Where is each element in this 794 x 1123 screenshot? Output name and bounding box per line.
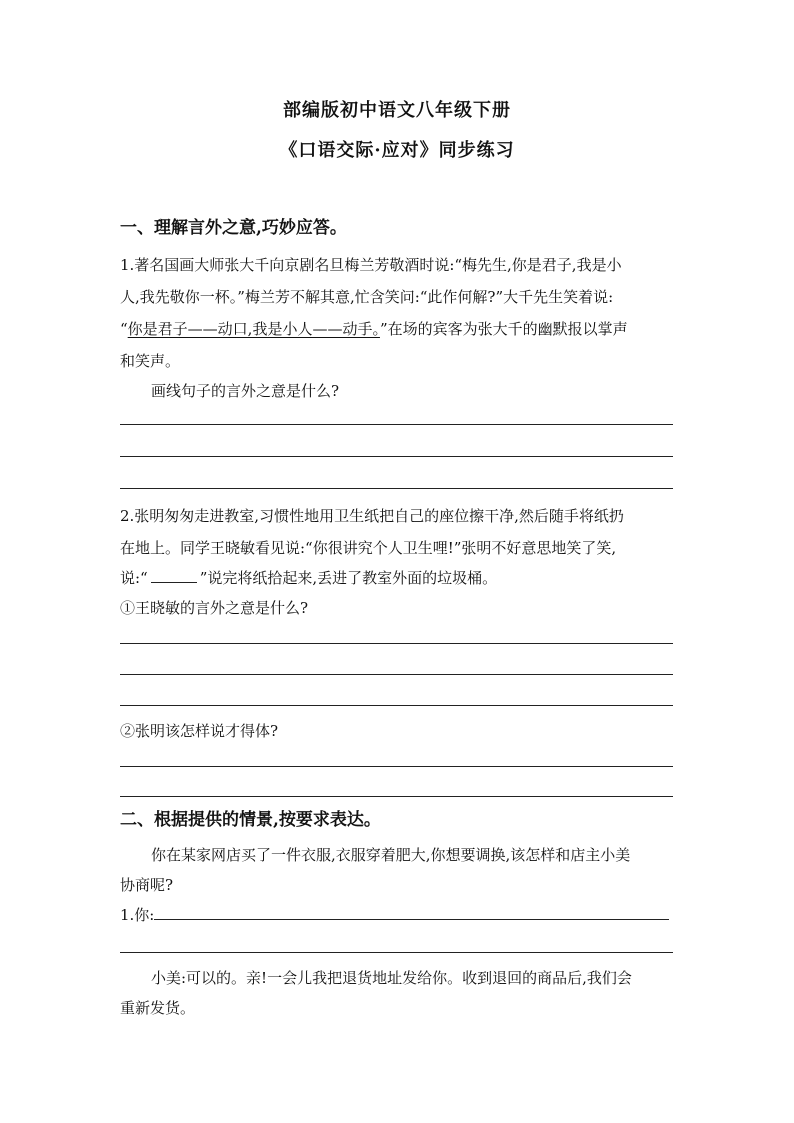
q2-fill-blank[interactable] xyxy=(151,568,197,583)
q2-line-3 xyxy=(120,568,680,588)
q2-sub2-answer-line-2[interactable] xyxy=(120,796,673,797)
s2-answer-fill-line[interactable] xyxy=(154,905,669,920)
q2-line-2: 在地上。同学王晓敏看见说:“你很讲究个人卫生哩!”张明不好意思地笑了笑, xyxy=(120,539,617,557)
q1-answer-line-2[interactable] xyxy=(120,456,673,457)
q1-prompt: 画线句子的言外之意是什么? xyxy=(151,382,340,400)
q2-sub1-answer-line-3[interactable] xyxy=(120,705,673,706)
q1-line-1: 1.著名国画大师张大千向京剧名旦梅兰芳敬酒时说:“梅先生,你是君子,我是小 xyxy=(120,256,622,274)
s2-answer-row xyxy=(120,905,680,925)
q1-answer-line-1[interactable] xyxy=(120,424,673,425)
q2-line-3-suffix: ”说完将纸拾起来,丢进了教室外面的垃圾桶。 xyxy=(199,569,498,587)
q1-underlined-sentence: 你是君子——动口,我是小人——动手。 xyxy=(127,320,380,338)
q1-open-quote: “ xyxy=(120,320,128,338)
q2-sub-question-2: ②张明该怎样说才得体? xyxy=(120,722,279,740)
section-2-heading: 二、根据提供的情景,按要求表达。 xyxy=(120,810,381,830)
q1-line-4: 和笑声。 xyxy=(120,352,181,370)
q1-line-3 xyxy=(120,319,680,339)
section-1-heading: 一、理解言外之意,巧妙应答。 xyxy=(120,218,347,238)
s2-reply-line-1: 小美:可以的。亲!一会儿我把退货地址发给你。收到退回的商品后,我们会 xyxy=(151,969,632,987)
s2-intro-line-1: 你在某家网店买了一件衣服,衣服穿着肥大,你想要调换,该怎样和店主小美 xyxy=(151,846,631,864)
s2-reply-line-2: 重新发货。 xyxy=(120,999,196,1017)
q1-line-2: 人,我先敬你一杯。”梅兰芳不解其意,忙含笑问:“此作何解?”大千先生笑着说: xyxy=(120,288,614,306)
s2-answer-line-2[interactable] xyxy=(120,952,673,953)
q1-answer-line-3[interactable] xyxy=(120,488,673,489)
s2-answer-label: 1.你: xyxy=(120,906,155,924)
q2-line-3-prefix: 说:“ xyxy=(120,569,148,587)
q2-sub1-answer-line-2[interactable] xyxy=(120,674,673,675)
q2-sub1-answer-line-1[interactable] xyxy=(120,643,673,644)
s2-intro-line-2: 协商呢? xyxy=(120,876,174,894)
q2-sub2-answer-line-1[interactable] xyxy=(120,766,673,767)
q2-sub-question-1: ①王晓敏的言外之意是什么? xyxy=(120,599,309,617)
q1-line-3-rest: ”在场的宾客为张大千的幽默报以掌声 xyxy=(379,320,628,338)
page-title: 部编版初中语文八年级下册 xyxy=(283,100,511,121)
page-subtitle: 《口语交际·应对》同步练习 xyxy=(279,140,515,161)
q2-line-1: 2.张明匆匆走进教室,习惯性地用卫生纸把自己的座位擦干净,然后随手将纸扔 xyxy=(120,507,624,525)
